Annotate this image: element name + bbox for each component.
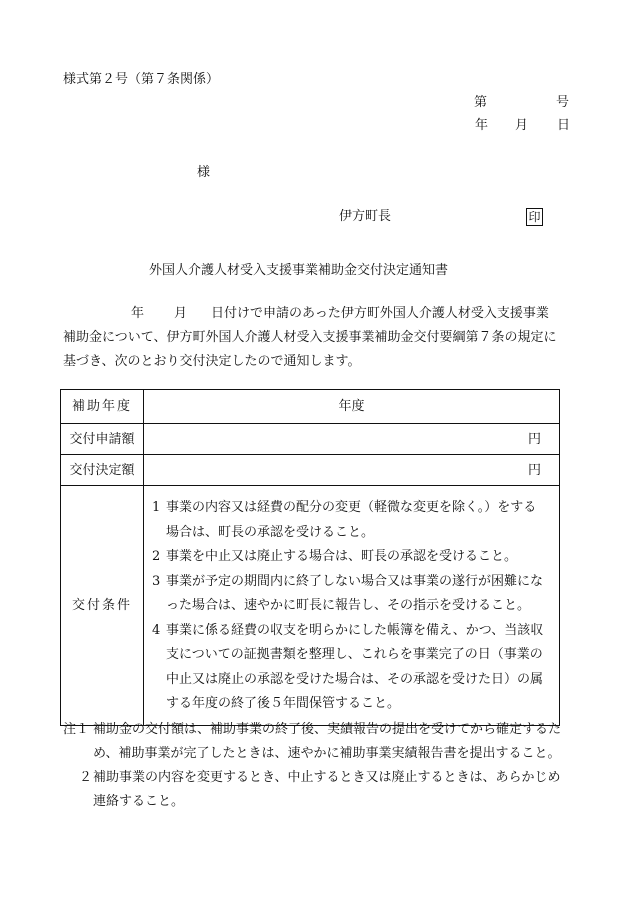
row-value-decided-amount: 円 bbox=[144, 455, 560, 486]
condition-item: 4 事業に係る経費の収支を明らかにした帳簿を備え、かつ、当該収支についての証拠書類を整理し、これらを事業完了の日（事業の中止又は廃止の承認を受けた場合は、その承認を受けた日）の属する年度の終了後５年間保管すること。 bbox=[152, 622, 544, 711]
body-month: 月 bbox=[174, 306, 188, 321]
row-value-application-amount: 円 bbox=[144, 424, 560, 455]
note-item bbox=[63, 766, 573, 814]
body-line-2: 補助金について、伊方町外国人介護人材受入支援事業補助金交付要綱第７条の規定に bbox=[63, 330, 557, 345]
document-title: 外国人介護人材受入支援事業補助金交付決定通知書 bbox=[149, 263, 449, 278]
document-number-suffix: 号 bbox=[556, 95, 570, 110]
form-label: 様式第２号（第７条関係） bbox=[63, 72, 220, 87]
condition-item: 2 事業を中止又は廃止する場合は、町長の承認を受けること。 bbox=[152, 549, 518, 564]
table-row bbox=[61, 424, 560, 455]
date-day: 日 bbox=[557, 118, 571, 133]
condition-item: 3 事業が予定の期間内に終了しない場合又は事業の遂行が困難になった場合は、速やかに町長に報告し、その指示を受けること。 bbox=[152, 573, 544, 613]
row-value-fiscal-year: 年度 bbox=[144, 390, 560, 424]
row-label-decided-amount: 交付決定額 bbox=[61, 455, 144, 486]
note-item bbox=[63, 718, 573, 766]
notes bbox=[63, 718, 573, 814]
table-row bbox=[61, 486, 560, 726]
note-text: 補助事業の内容を変更するとき、中止するとき又は廃止するときは、あらかじめ連絡すること。 bbox=[93, 770, 561, 809]
note-number: ２ bbox=[79, 770, 93, 785]
row-label-conditions: 交付条件 bbox=[61, 486, 144, 726]
condition-item: 1 事業の内容又は経費の配分の変更（軽微な変更を除く。）をする場合は、町長の承認を受けること。 bbox=[152, 500, 537, 540]
addressee-suffix: 様 bbox=[197, 165, 211, 180]
body-line-3: 基づき、次のとおり交付決定したので通知します。 bbox=[63, 354, 361, 369]
date-month: 月 bbox=[515, 118, 529, 133]
seal-stamp: 印 bbox=[526, 208, 543, 226]
issuer: 伊方町長 bbox=[339, 209, 392, 224]
body-line-1 bbox=[63, 302, 573, 326]
row-label-fiscal-year: 補助年度 bbox=[61, 390, 144, 424]
body-paragraph bbox=[63, 302, 573, 374]
document-number-prefix: 第 bbox=[474, 95, 488, 110]
row-label-application-amount: 交付申請額 bbox=[61, 424, 144, 455]
body-line-1-rest: 日付けで申請のあった伊方町外国人介護人材受入支援事業 bbox=[211, 306, 549, 321]
note-number: 注１ bbox=[63, 722, 90, 737]
body-year: 年 bbox=[131, 306, 145, 321]
table-row bbox=[61, 390, 560, 424]
conditions-cell bbox=[144, 486, 560, 726]
date-year: 年 bbox=[475, 118, 489, 133]
table-row bbox=[61, 455, 560, 486]
grant-table bbox=[60, 389, 560, 726]
note-text: 補助金の交付額は、補助事業の終了後、実績報告の提出を受けてから確定するため、補助事業が完了したときは、速やかに補助事業実績報告書を提出すること。 bbox=[93, 722, 562, 761]
